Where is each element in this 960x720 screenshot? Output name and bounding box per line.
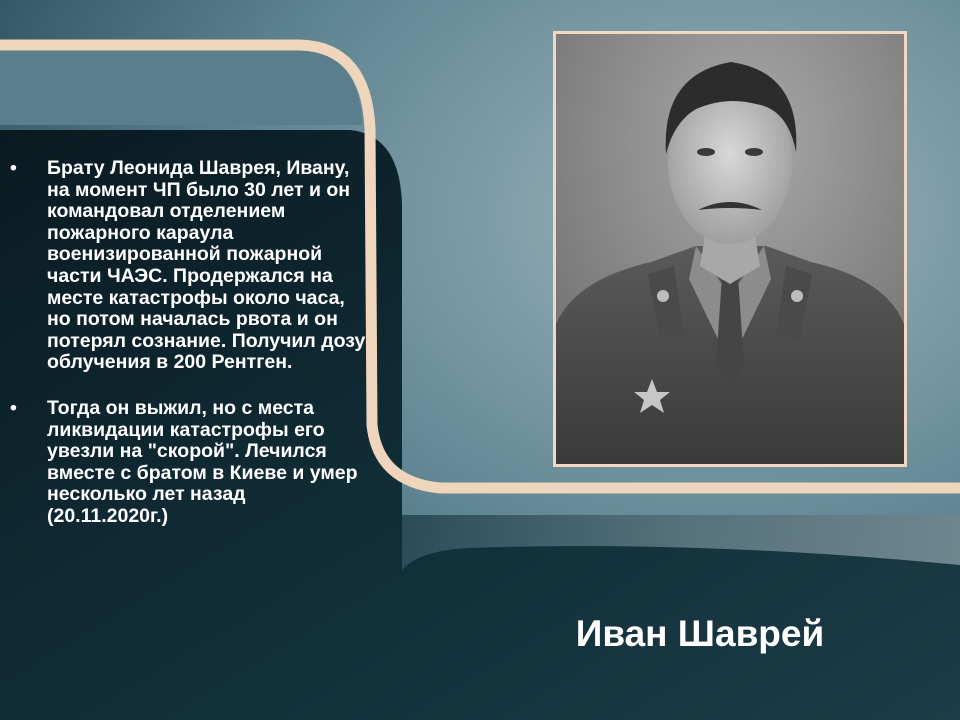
portrait-image	[556, 34, 904, 464]
portrait-photo	[553, 31, 907, 467]
bullet-item: • Тогда он выжил, но с места ликвидации катастрофы его увезли на "скорой". Лечился вместе с братом в Киеве и умер несколько лет назад (20.11.2020г.)	[10, 398, 370, 528]
portrait-caption: Иван Шаврей	[575, 613, 825, 654]
top-left-band	[0, 50, 362, 125]
bullet-list	[10, 158, 370, 552]
right-insignia	[791, 290, 803, 302]
left-insignia	[657, 290, 669, 302]
bullet-item: • Брату Леонида Шаврея, Ивану, на момент ЧП было 30 лет и он командовал отделением пожарного караула военизированной пожарной части ЧАЭС. Продержался на месте катастрофы около часа, но потом началась рвота и он потерял сознание. Получил дозу облучения в 200 Рентген.	[10, 158, 370, 374]
